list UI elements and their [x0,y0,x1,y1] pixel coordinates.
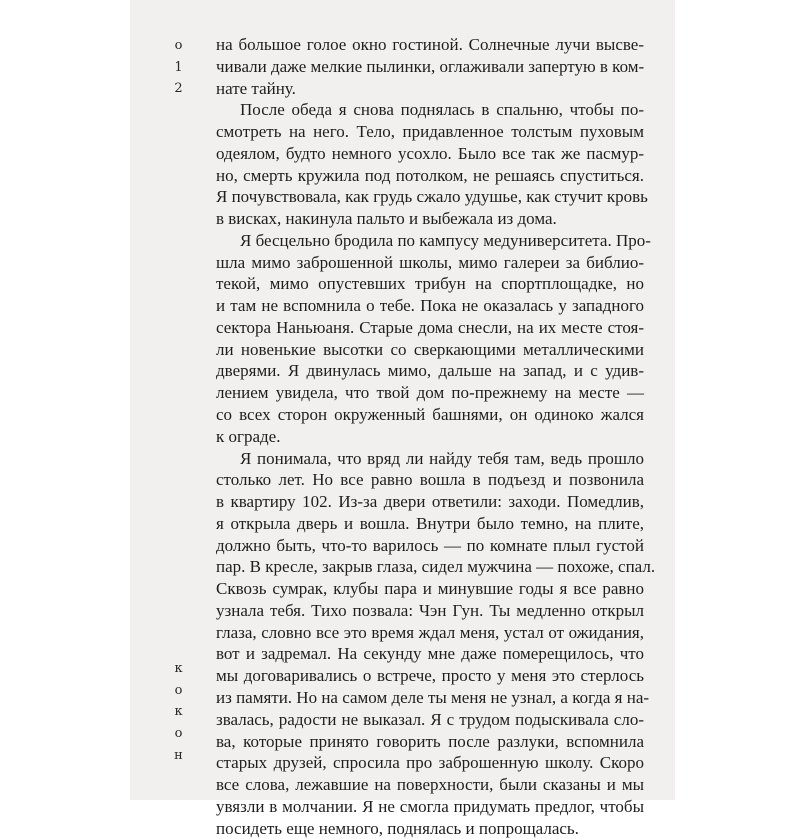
running-title-letter: о [174,726,184,742]
text-line: вот и задремал. На секунду мне даже померещилось, что [216,644,644,664]
running-title-letter: к [174,704,184,720]
page-number-vertical [165,35,193,100]
text-line: После обеда я снова поднялась в спальню, чтобы по- [240,100,644,120]
text-line: нате тайну. [216,78,296,98]
text-line: в висках, накинула пальто и выбежала из дома. [216,209,557,229]
page-number-digit: 2 [174,81,184,97]
text-line: со всех сторон окруженный башнями, он одиноко жался [216,405,644,425]
text-line: сектора Наньюаня. Старые дома снесли, на их месте стоя- [216,317,644,337]
text-line: Я почувствовала, как грудь сжало удушье, как стучит кровь [216,187,648,207]
text-line: столько лет. Но все равно вошла в подъезд и позвонила [216,470,644,490]
text-line: Сквозь сумрак, клубы пара и минувшие годы я все равно [216,579,644,599]
text-line: смотреть на него. Тело, придавленное толстым пуховым [216,122,644,142]
text-line: Я понимала, что вряд ли найду тебя там, ведь прошло [240,448,644,468]
text-line: в квартиру 102. Из-за двери ответили: заходи. Помедлив, [216,492,644,512]
text-line: ва, которые принято говорить после разлуки, вспомнила [216,731,644,751]
text-line: шла мимо заброшенной школы, мимо галереи за библио- [216,252,644,272]
text-line: текой, мимо опустевших трибун на спортплощадке, но [216,274,644,294]
running-title-letter: н [174,747,184,763]
running-title-letter: к [174,661,184,676]
text-line: но, смерть кружила под потолком, не решаясь спуститься. [216,165,644,185]
text-line: и там не вспомнила о тебе. Пока не оказалась у западного [216,296,644,316]
page-number-digit: о [174,38,184,53]
text-line: я открыла дверь и вошла. Внутри было темно, на плите, [216,513,644,533]
text-line: посидеть еще немного, поднялась и попрощалась. [216,818,579,838]
body-text [216,34,656,839]
text-line: Я бесцельно бродила по кампусу медуниверситета. Про- [240,230,651,250]
text-line: звалась, радости не выказал. Я с трудом подыскивала сло- [216,709,644,729]
text-line: пар. В кресле, закрыв глаза, сидел мужчина — похоже, спал. [216,557,656,577]
text-line: дверями. Я двинулась мимо, дальше на запад, и с удив- [216,361,644,381]
text-line: мы договаривались о встрече, просто у меня это стерлось [216,666,644,686]
text-line: все слова, лежавшие на поверхности, были сказаны и мы [216,775,644,795]
running-title-letter: о [174,682,184,698]
text-line: глаза, словно все это время ждал меня, устал от ожидания, [216,622,644,642]
text-line: узнала тебя. Тихо позвала: Чэн Гун. Ты медленно открыл [216,600,644,620]
text-line: на большое голое окно гостиной. Солнечные лучи высве- [216,35,644,54]
text-line: чивали даже мелкие пылинки, оглаживали запертую в ком- [216,56,645,76]
running-title-vertical [165,658,193,767]
text-line: из памяти. Но на самом деле ты меня не узнал, а когда я на- [216,687,650,707]
text-line: увязли в молчании. Я не смогла придумать предлог, чтобы [216,796,644,816]
text-line: к ограде. [216,426,281,446]
text-line: должно быть, что-то варилось — по комнате плыл густой [216,535,644,555]
text-line: ли новенькие высотки со сверкающими металлическими [216,339,644,359]
page-number-digit: 1 [174,59,184,75]
text-line: одеялом, будто немного усохло. Было все так же пасмур- [216,143,644,163]
text-line: старых друзей, спросила про заброшенную школу. Скоро [216,753,644,773]
text-line: лением увидела, что твой дом по-прежнему на месте — [216,383,644,403]
